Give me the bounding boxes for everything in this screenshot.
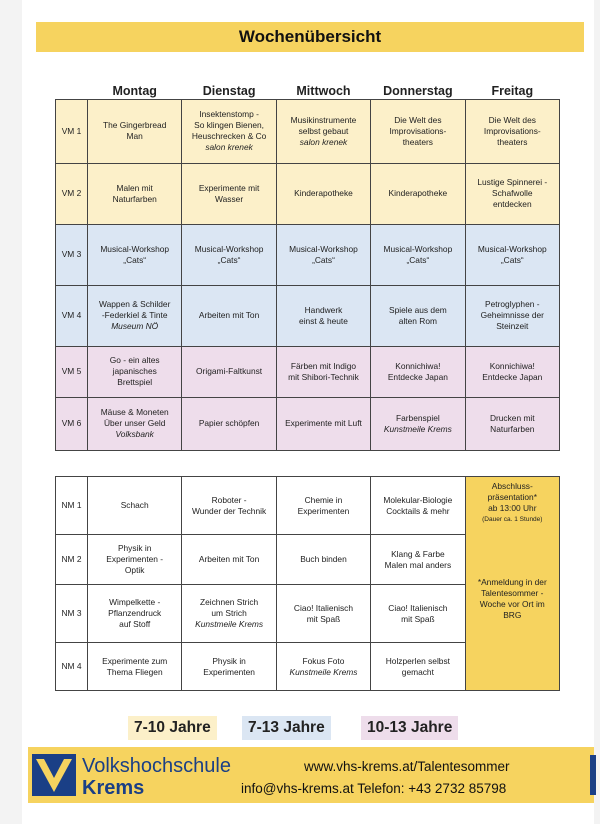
activity-text: Musical-Workshop [194, 243, 264, 254]
venue-label: Kunstmeile Krems [383, 423, 452, 434]
activity-cell [465, 397, 559, 450]
activity-text: Wasser [215, 193, 244, 204]
activity-cell [371, 285, 465, 346]
activity-text: Experimenten [297, 505, 350, 516]
row-label: VM 1 [56, 99, 88, 163]
activity-text: mit Shibori-Technik [288, 371, 359, 382]
presentation-title: Abschluss- [491, 481, 533, 491]
activity-cell [371, 585, 465, 643]
activity-text: Mäuse & Moneten [100, 407, 169, 417]
activity-text: Drucken mit [489, 412, 535, 423]
activity-text: mit Spaß [401, 613, 435, 624]
morning-rows [56, 99, 560, 450]
activity-cell [182, 643, 276, 691]
activity-cell [182, 163, 276, 224]
activity-cell [371, 346, 465, 397]
activity-text: Steinzeit [496, 321, 529, 331]
activity-text: Holzperlen selbst [385, 655, 450, 666]
venue-label: Kunstmeile Krems [289, 666, 358, 677]
activity-cell [276, 224, 370, 285]
activity-cell [276, 585, 370, 643]
activity-text: Konnichiwa! [489, 360, 535, 371]
activity-text: Die Welt des [394, 114, 442, 125]
friday-final-presentation-cell [465, 477, 559, 691]
activity-text: Wunder der Technik [191, 505, 267, 516]
schedule-row [56, 285, 560, 346]
website-link[interactable]: www.vhs-krems.at/Talentesommer [304, 759, 510, 774]
activity-text: Ciao! Italienisch [388, 602, 448, 613]
activity-text: Ciao! Italienisch [293, 602, 354, 613]
activity-text: Zeichnen Strich [199, 597, 259, 607]
activity-text: Musical-Workshop [289, 243, 358, 254]
activity-text: Kinderapotheke [388, 188, 448, 198]
activity-text: theaters [402, 136, 433, 147]
activity-text: Heuschrecken & Co [191, 131, 267, 141]
activity-text: Buch binden [300, 554, 347, 564]
morning-schedule-table [55, 84, 560, 451]
venue-label: salon krenek [299, 136, 348, 147]
activity-text: Thema Fliegen [106, 666, 163, 677]
row-label: VM 5 [56, 346, 88, 397]
afternoon-rows [56, 477, 560, 691]
activity-text: Musical-Workshop [100, 243, 170, 254]
activity-text: Go - ein altes [109, 355, 160, 365]
activity-text: Roboter - [211, 494, 247, 505]
activity-cell [276, 535, 370, 585]
activity-cell [465, 99, 559, 163]
vhs-logo-icon [32, 754, 76, 796]
venue-label: Museum NÖ [111, 321, 159, 331]
activity-text: Man [126, 131, 143, 141]
schedule-row [56, 477, 560, 535]
activity-text: „Cats“ [123, 254, 147, 265]
activity-text: selbst gebaut [298, 125, 349, 136]
activity-cell [465, 163, 559, 224]
activity-text: Die Welt des [488, 114, 536, 125]
activity-text: Schafwolle [492, 188, 533, 198]
row-label: VM 4 [56, 285, 88, 346]
day-header-montag: Montag [88, 84, 182, 99]
activity-text: Musical-Workshop [477, 243, 547, 254]
activity-text: Origami-Faltkunst [196, 366, 263, 376]
activity-cell [88, 585, 182, 643]
activity-text: Wappen & Schilder [99, 299, 171, 309]
activity-text: Physik in [212, 655, 246, 666]
activity-cell [182, 346, 276, 397]
activity-text: Papier schöpfen [198, 418, 260, 428]
contact-info: info@vhs-krems.at Telefon: +43 2732 85798 [241, 781, 507, 796]
activity-text: Farbenspiel [395, 412, 440, 423]
activity-cell [182, 99, 276, 163]
activity-cell [182, 397, 276, 450]
afternoon-schedule-table [55, 476, 560, 691]
schedule-row [56, 346, 560, 397]
row-label: NM 3 [56, 585, 88, 643]
activity-text: Brettspiel [117, 377, 153, 387]
activity-text: Musical-Workshop [383, 243, 453, 254]
day-header-freitag: Freitag [465, 84, 559, 99]
activity-text: Schach [120, 500, 149, 510]
day-header-donnerstag: Donnerstag [371, 84, 465, 99]
activity-cell [371, 163, 465, 224]
brand-name-line1: Volkshochschule [82, 755, 231, 777]
corner-cell [56, 84, 88, 99]
activity-text: Experimenten - [106, 554, 164, 564]
activity-cell [88, 477, 182, 535]
activity-cell [465, 224, 559, 285]
activity-text: Petroglyphen - [485, 299, 540, 309]
registration-note: Talentesommer - [481, 588, 544, 598]
activity-cell [182, 477, 276, 535]
activity-text: Optik [124, 565, 145, 575]
activity-text: Malen mal anders [384, 559, 452, 570]
day-header-mittwoch: Mittwoch [276, 84, 370, 99]
activity-text: Klang & Farbe [391, 548, 445, 559]
activity-text: Molekular-Biologie [383, 494, 453, 505]
legend-age-10-13: 10-13 Jahre [361, 716, 458, 740]
activity-cell [88, 285, 182, 346]
venue-label: Volksbank [115, 429, 154, 439]
activity-cell [182, 585, 276, 643]
activity-text: gemacht [401, 666, 434, 677]
schedule-row [56, 224, 560, 285]
brand-name-line2: Krems [82, 777, 145, 799]
footer-bar [28, 747, 594, 803]
activity-text: „Cats“ [217, 254, 241, 265]
registration-note: *Anmeldung in der [477, 577, 547, 587]
row-label: VM 6 [56, 397, 88, 450]
activity-cell [276, 643, 370, 691]
activity-cell [371, 224, 465, 285]
activity-cell [276, 346, 370, 397]
activity-text: Chemie in [304, 494, 343, 505]
activity-cell [88, 163, 182, 224]
activity-text: Naturfarben [112, 193, 157, 204]
activity-text: Lustige Spinnerei - [477, 177, 548, 187]
row-label: NM 2 [56, 535, 88, 585]
venue-label: salon krenek [205, 142, 253, 152]
activity-text: auf Stoff [119, 619, 151, 629]
activity-text: entdecken [492, 199, 532, 209]
activity-text: Malen mit [116, 182, 153, 193]
activity-cell [465, 285, 559, 346]
activity-text: Färben mit Indigo [290, 360, 357, 371]
activity-text: Pflanzendruck [108, 608, 162, 618]
legend-age-7-10: 7-10 Jahre [128, 716, 217, 740]
activity-text: theaters [497, 136, 528, 147]
activity-text: Naturfarben [490, 423, 535, 434]
schedule-row [56, 163, 560, 224]
activity-cell [371, 643, 465, 691]
presentation-title: präsentation* [487, 492, 537, 502]
activity-text: einst & heute [299, 315, 348, 326]
day-header-dienstag: Dienstag [182, 84, 276, 99]
activity-text: Konnichiwa! [395, 360, 441, 371]
activity-text: Fokus Foto [302, 655, 345, 666]
activity-text: „Cats“ [406, 254, 430, 265]
activity-text: Experimente zum [102, 655, 168, 666]
activity-cell [88, 99, 182, 163]
activity-text: Improvisations- [483, 125, 541, 136]
activity-cell [182, 285, 276, 346]
schedule-row [56, 397, 560, 450]
activity-cell [371, 99, 465, 163]
activity-text: mit Spaß [306, 613, 341, 624]
row-label: NM 4 [56, 643, 88, 691]
activity-text: Experimente mit [198, 182, 260, 193]
activity-cell [276, 285, 370, 346]
activity-text: Improvisations- [389, 125, 447, 136]
activity-text: Arbeiten mit Ton [198, 554, 260, 564]
legend-age-7-13: 7-13 Jahre [242, 716, 331, 740]
activity-text: -Federkiel & Tinte [101, 310, 168, 320]
activity-text: Kinderapotheke [294, 188, 353, 198]
activity-cell [276, 99, 370, 163]
activity-text: japanisches [112, 366, 157, 376]
activity-text: Cocktails & mehr [386, 505, 450, 516]
activity-text: Insektenstomp - [199, 109, 259, 119]
activity-cell [371, 535, 465, 585]
activity-text: Geheimnisse der [480, 310, 544, 320]
activity-text: Wimpelkette - [109, 597, 161, 607]
row-label: NM 1 [56, 477, 88, 535]
activity-cell [88, 535, 182, 585]
activity-text: Experimente mit Luft [285, 418, 362, 428]
activity-text: um Strich [211, 608, 247, 618]
activity-text: Experimenten [203, 666, 255, 677]
activity-cell [371, 397, 465, 450]
activity-cell [276, 397, 370, 450]
venue-label: Kunstmeile Krems [195, 619, 264, 629]
activity-text: Entdecke Japan [482, 371, 543, 382]
title-bar [36, 22, 584, 52]
activity-text: Über unser Geld [103, 418, 166, 428]
activity-text: Arbeiten mit Ton [198, 310, 260, 320]
registration-note: Woche vor Ort im [479, 599, 545, 609]
activity-text: alten Rom [398, 315, 437, 326]
activity-text: So klingen Bienen, [194, 120, 264, 130]
activity-cell [465, 346, 559, 397]
activity-text: Physik in [117, 543, 152, 553]
activity-cell [182, 535, 276, 585]
registration-note: BRG [503, 610, 522, 620]
row-label: VM 2 [56, 163, 88, 224]
activity-text: „Cats“ [500, 254, 524, 265]
activity-cell [88, 397, 182, 450]
activity-cell [88, 643, 182, 691]
activity-text: Spiele aus dem [389, 304, 447, 315]
presentation-duration-note: (Dauer ca. 1 Stunde) [482, 516, 543, 523]
activity-text: Entdecke Japan [387, 371, 448, 382]
activity-cell [276, 163, 370, 224]
activity-cell [88, 224, 182, 285]
activity-cell [371, 477, 465, 535]
edge-stripe [590, 755, 596, 795]
activity-cell [88, 346, 182, 397]
activity-cell [182, 224, 276, 285]
activity-text: „Cats“ [312, 254, 335, 265]
activity-text: Musikinstrumente [290, 114, 357, 125]
presentation-time: ab 13:00 Uhr [488, 503, 537, 513]
page-title: Wochenübersicht [238, 27, 382, 46]
activity-cell [276, 477, 370, 535]
activity-text: The Gingerbread [103, 120, 167, 130]
row-label: VM 3 [56, 224, 88, 285]
activity-text: Handwerk [304, 304, 343, 315]
schedule-row [56, 99, 560, 163]
